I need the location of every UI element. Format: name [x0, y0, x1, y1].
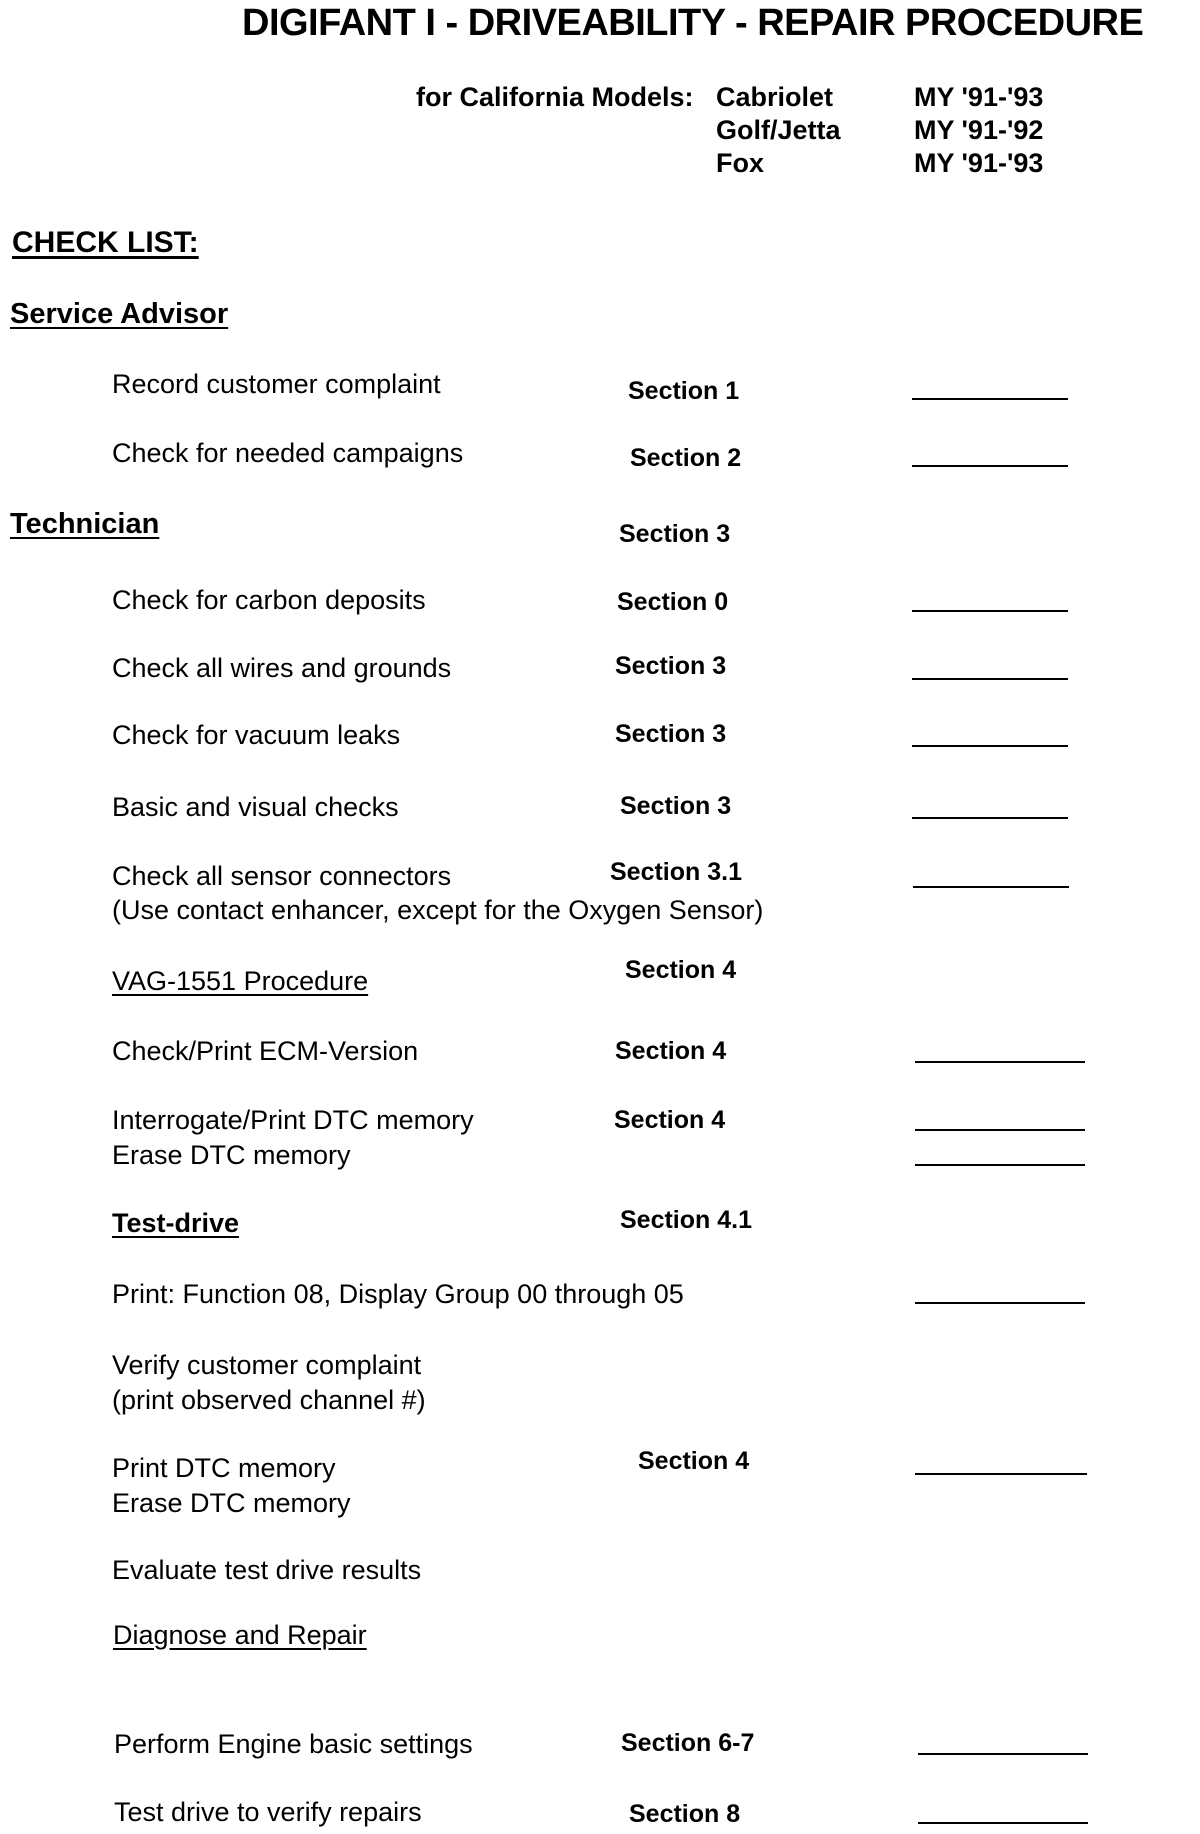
checklist-item: Perform Engine basic settings: [114, 1729, 473, 1759]
checklist-item: Evaluate test drive results: [112, 1555, 422, 1585]
checkoff-line[interactable]: [915, 1164, 1085, 1166]
checklist-item: Erase DTC memory: [112, 1488, 351, 1518]
test-drive-heading: Test-drive: [112, 1208, 240, 1238]
model-year: MY '91-'92: [914, 115, 1044, 145]
section-reference: Section 3: [615, 720, 727, 748]
section-reference: Section 3: [615, 652, 727, 680]
section-reference: Section 4: [625, 956, 737, 984]
checkoff-line[interactable]: [912, 610, 1068, 612]
technician-heading: Technician: [10, 508, 160, 540]
vag-procedure-heading: VAG-1551 Procedure: [112, 966, 369, 996]
checklist-item: Interrogate/Print DTC memory: [112, 1105, 474, 1135]
checklist-item: Check for needed campaigns: [112, 438, 464, 468]
checklist-item: Erase DTC memory: [112, 1140, 351, 1170]
checklist-item: Check/Print ECM-Version: [112, 1036, 419, 1066]
section-reference: Section 4.1: [620, 1206, 752, 1234]
model-year: MY '91-'93: [914, 82, 1044, 112]
section-reference: Section 4: [614, 1106, 726, 1134]
checkoff-line[interactable]: [912, 678, 1068, 680]
section-reference: Section 6-7: [621, 1729, 755, 1757]
model-name: Fox: [716, 148, 765, 178]
section-reference: Section 3: [620, 792, 732, 820]
diagnose-repair-heading: Diagnose and Repair: [113, 1620, 367, 1650]
checklist-item: Print: Function 08, Display Group 00 through 05: [112, 1279, 684, 1309]
section-reference: Section 3: [619, 520, 731, 548]
checkoff-line[interactable]: [915, 1302, 1085, 1304]
checklist-heading: CHECK LIST:: [12, 226, 199, 259]
checkoff-line[interactable]: [915, 1129, 1085, 1131]
checkoff-line[interactable]: [918, 1753, 1088, 1755]
section-reference: Section 0: [617, 588, 729, 616]
checklist-item: Check for vacuum leaks: [112, 720, 401, 750]
checkoff-line[interactable]: [915, 1061, 1085, 1063]
model-name: Cabriolet: [716, 82, 834, 112]
checkoff-line[interactable]: [912, 817, 1068, 819]
checkoff-line[interactable]: [913, 886, 1069, 888]
checklist-item: Verify customer complaint: [112, 1350, 422, 1380]
checklist-item-note: (print observed channel #): [112, 1385, 426, 1415]
section-reference: Section 4: [638, 1447, 750, 1475]
models-intro: for California Models:: [416, 82, 694, 112]
page-title: DIGIFANT I - DRIVEABILITY - REPAIR PROCEDURE: [242, 2, 1144, 44]
checklist-item: Test drive to verify repairs: [114, 1797, 422, 1827]
checkoff-line[interactable]: [918, 1822, 1088, 1824]
checklist-item: Check for carbon deposits: [112, 585, 426, 615]
section-reference: Section 8: [629, 1800, 741, 1828]
checkoff-line[interactable]: [912, 465, 1068, 467]
section-reference: Section 3.1: [610, 858, 742, 886]
model-name: Golf/Jetta: [716, 115, 841, 145]
checklist-item: Check all sensor connectors: [112, 861, 452, 891]
checkoff-line[interactable]: [912, 398, 1068, 400]
checklist-item: Check all wires and grounds: [112, 653, 452, 683]
section-reference: Section 4: [615, 1037, 727, 1065]
section-reference: Section 1: [628, 377, 740, 405]
checklist-item: Print DTC memory: [112, 1453, 336, 1483]
checkoff-line[interactable]: [915, 1473, 1087, 1475]
checklist-item: Record customer complaint: [112, 369, 441, 399]
service-advisor-heading: Service Advisor: [10, 298, 229, 330]
model-year: MY '91-'93: [914, 148, 1044, 178]
checklist-item: Basic and visual checks: [112, 792, 399, 822]
checkoff-line[interactable]: [912, 745, 1068, 747]
section-reference: Section 2: [630, 444, 742, 472]
checklist-item-note: (Use contact enhancer, except for the Oxygen Sensor): [112, 895, 764, 925]
